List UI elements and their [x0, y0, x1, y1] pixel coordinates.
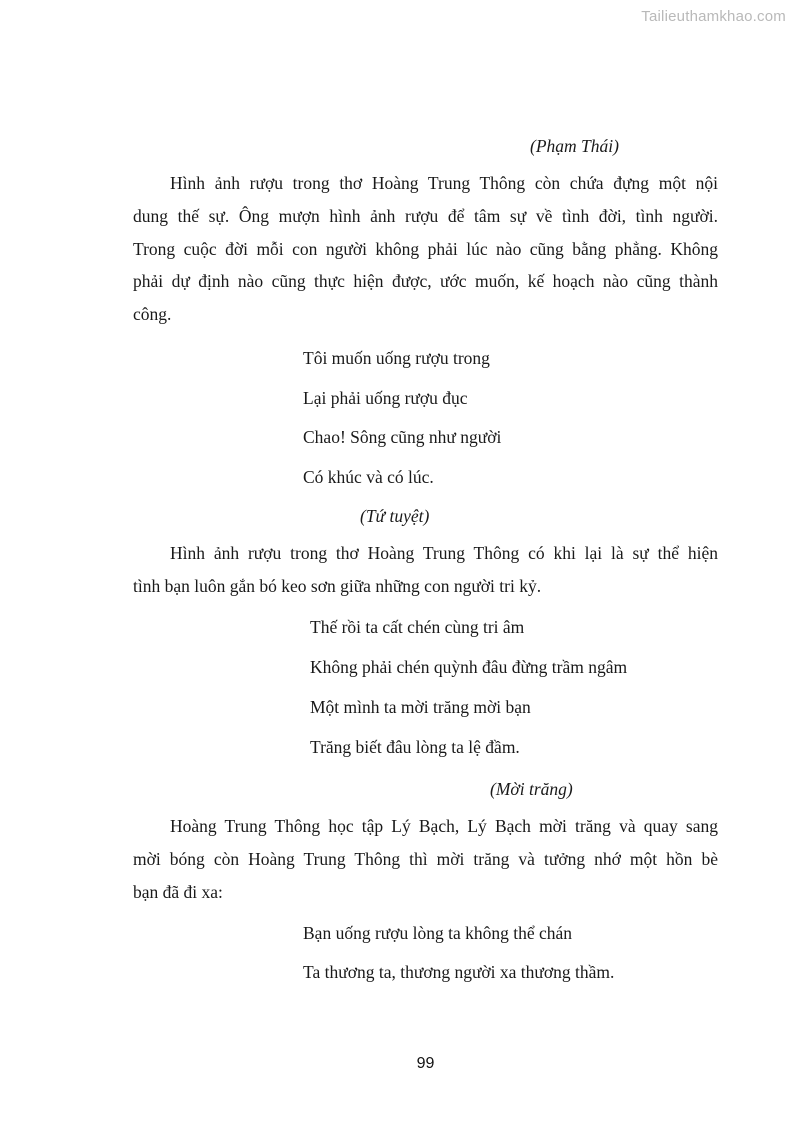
page-number: 99 — [416, 1055, 435, 1072]
poem-line: Không phải chén quỳnh đâu đừng trầm ngâm — [310, 657, 628, 678]
poem-line: Lại phải uống rượu đục — [303, 387, 468, 408]
poem-line: Bạn uống rượu lòng ta không thể chán — [303, 922, 573, 943]
poem-line: Một mình ta mời trăng mời bạn — [310, 696, 531, 717]
paragraph-line: Hình ảnh rượu trong thơ Hoàng Trung Thông còn chứa đựng một nội — [170, 173, 718, 193]
body-paragraph — [133, 537, 718, 603]
paragraph-line: Hình ảnh rượu trong thơ Hoàng Trung Thông có khi lại là sự thể hiện — [170, 542, 718, 563]
poem-line: Chao! Sông cũng như người — [303, 427, 502, 448]
body-paragraph — [133, 167, 718, 331]
paragraph-line: Hoàng Trung Thông học tập Lý Bạch, Lý Bạch mời trăng và quay sang — [170, 816, 718, 837]
body-paragraph — [133, 810, 718, 908]
poem-attribution-pham-thai: (Phạm Thái) — [530, 136, 619, 156]
paragraph-line: bạn đã đi xa: — [133, 881, 223, 902]
poem-stanza — [303, 914, 718, 993]
poem-stanza — [310, 608, 718, 767]
poem-line: Thế rồi ta cất chén cùng tri âm — [310, 617, 525, 638]
poem-line: Trăng biết đâu lòng ta lệ đầm. — [310, 736, 520, 757]
poem-attribution-moi-trang: (Mời trăng) — [490, 779, 573, 800]
watermark-text: Tailieuthamkhao.com — [641, 8, 786, 25]
poem-line: Tôi muốn uống rượu trong — [303, 347, 490, 368]
paragraph-line: mời bóng còn Hoàng Trung Thông thì mời trăng và tưởng nhớ một hồn bè — [133, 849, 718, 869]
page-body — [133, 0, 718, 1075]
poem-line: Ta thương ta, thương người xa thương thầm. — [303, 962, 615, 983]
paragraph-line: tình bạn luôn gắn bó keo sơn giữa những con người tri kỷ. — [133, 575, 542, 596]
poem-attribution-tu-tuyet: (Tứ tuyệt) — [360, 505, 430, 526]
poem-stanza — [303, 339, 718, 498]
paragraph-line: công. — [133, 304, 172, 325]
paragraph-line: Trong cuộc đời mỗi con người không phải lúc nào cũng bằng phẳng. Không — [133, 238, 718, 259]
paragraph-line: dung thế sự. Ông mượn hình ảnh rượu để tâm sự về tình đời, tình người. — [133, 205, 718, 226]
poem-line: Có khúc và có lúc. — [303, 467, 434, 488]
paragraph-line: phải dự định nào cũng thực hiện được, ước muốn, kế hoạch nào cũng thành — [133, 271, 718, 292]
